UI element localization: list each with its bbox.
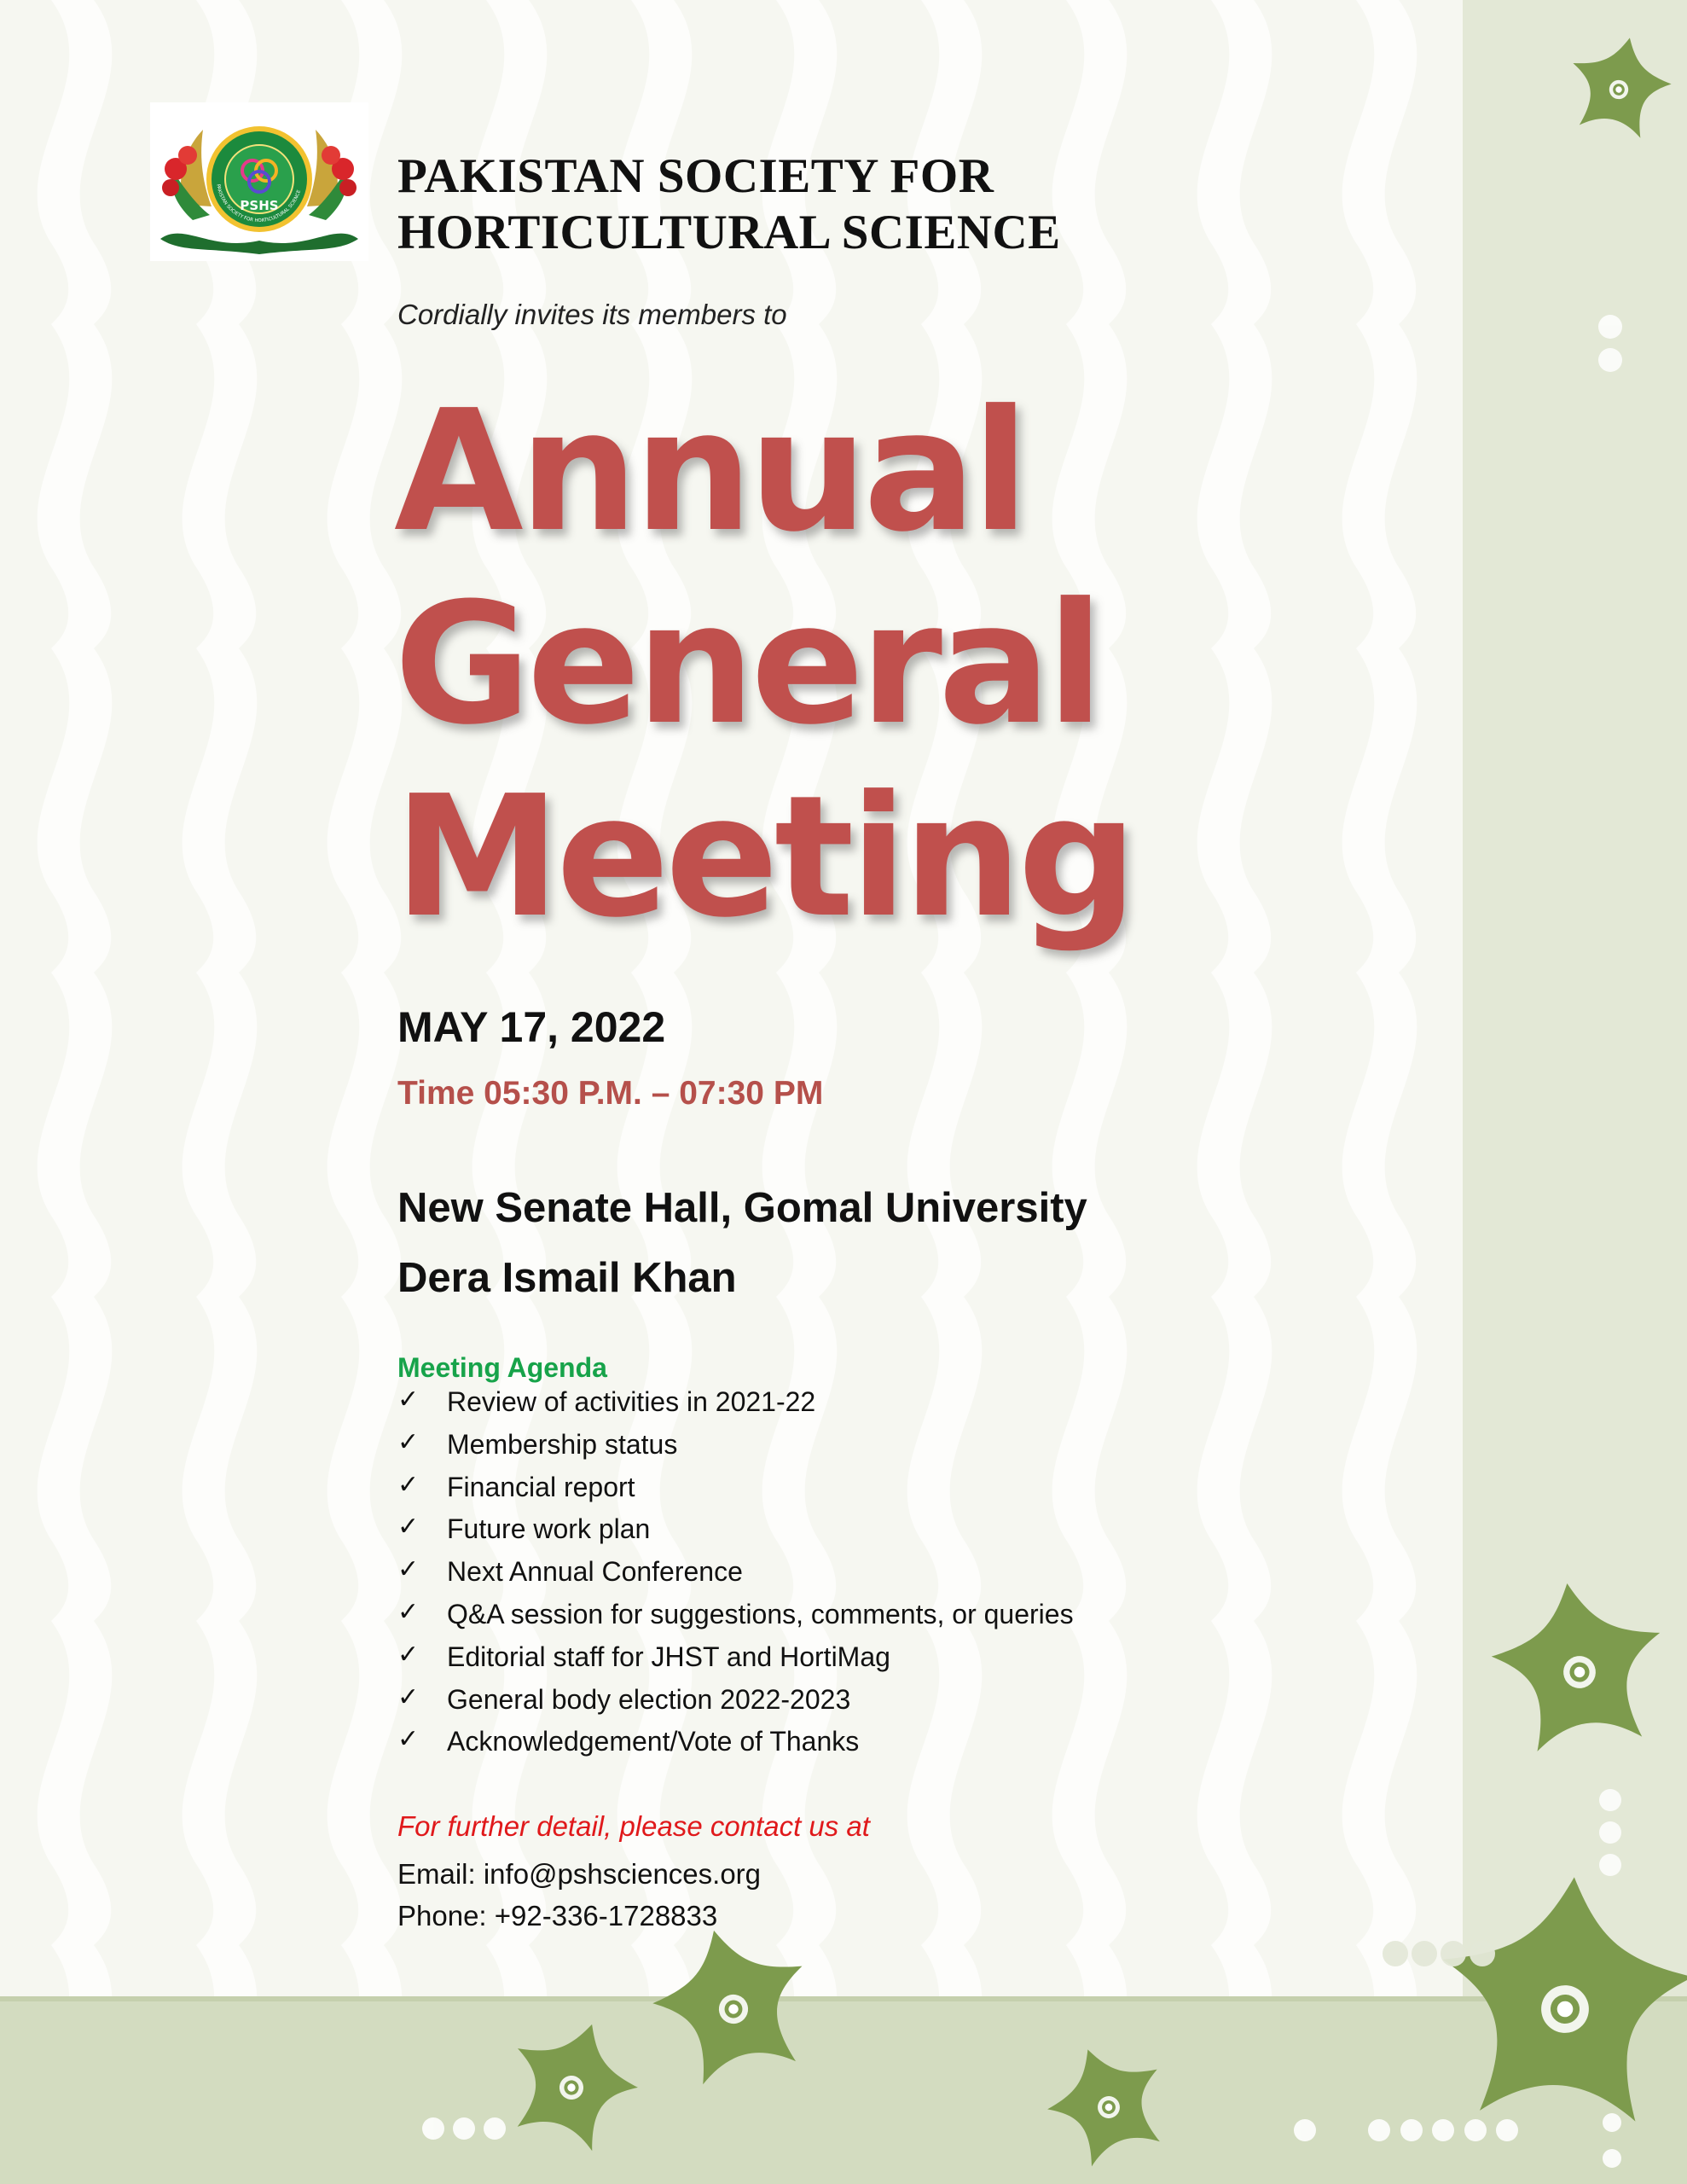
event-date: MAY 17, 2022 bbox=[397, 1003, 666, 1051]
green-flower-icon bbox=[495, 2005, 652, 2158]
event-title-line3: Meeting bbox=[394, 760, 1133, 955]
invite-text: Cordially invites its members to bbox=[397, 299, 787, 330]
svg-text:PSHS: PSHS bbox=[240, 198, 279, 213]
check-icon: ✓ bbox=[397, 1596, 420, 1627]
event-title-line1: Annual bbox=[394, 375, 1025, 569]
green-flower-icon bbox=[1033, 2030, 1180, 2174]
green-flower-icon bbox=[1483, 1571, 1674, 1756]
check-icon: ✓ bbox=[397, 1724, 420, 1755]
green-flower-icon bbox=[1432, 1868, 1687, 2124]
check-icon: ✓ bbox=[397, 1554, 420, 1585]
check-icon: ✓ bbox=[397, 1682, 420, 1712]
check-icon: ✓ bbox=[397, 1426, 420, 1457]
check-icon: ✓ bbox=[397, 1639, 420, 1670]
venue-line1: New Senate Hall, Gomal University bbox=[397, 1185, 1087, 1231]
pshs-emblem-logo bbox=[150, 102, 368, 261]
event-time: Time 05:30 P.M. – 07:30 PM bbox=[397, 1075, 824, 1112]
green-flower-icon bbox=[639, 1912, 824, 2092]
contact-details bbox=[397, 1853, 761, 1937]
event-title bbox=[394, 375, 1332, 954]
agenda-title: Meeting Agenda bbox=[397, 1352, 607, 1383]
event-title-line2: General bbox=[394, 567, 1100, 762]
venue-line2: Dera Ismail Khan bbox=[397, 1255, 737, 1301]
contact-phone[interactable]: Phone: +92-336-1728833 bbox=[397, 1900, 718, 1931]
check-icon: ✓ bbox=[397, 1512, 420, 1542]
contact-email[interactable]: Email: info@pshsciences.org bbox=[397, 1858, 762, 1890]
organization-name-line1: PAKISTAN SOCIETY FOR bbox=[397, 149, 994, 203]
organization-name bbox=[397, 148, 1165, 261]
event-venue bbox=[397, 1173, 1087, 1313]
flyer-page: PSHS PAKISTAN SOCIETY FOR HORTICULTURAL SCIENCE PAKISTAN SOCIETY FOR HORTICULTURAL SCIENCE Cordially invites its members to Annual General Meeting MAY 17, 2022 Time 05:30 P.M. – 07:30 PM New Senate Hall, Gomal University Dera Ismail Khan Meeting Agenda ✓ Review of activities in 2021-22 ✓ Membership status ✓ Financial report ✓ Future work plan ✓ Next Annual Conference ✓ Q&A session for suggestions, comments, or queries ✓ Editorial staff for JHST and HortiMag ✓ General body election 2022-2023 ✓ Acknowledgement/Vote of Thanks For further detail, please contact us at Email: info@pshsciences.org Phone: +92-336-1728833 bbox=[0, 0, 1687, 2184]
organization-name-line2: HORTICULTURAL SCIENCE bbox=[397, 206, 1061, 259]
check-icon: ✓ bbox=[397, 1469, 420, 1500]
green-flower-icon bbox=[1561, 27, 1679, 142]
contact-heading: For further detail, please contact us at bbox=[397, 1810, 870, 1842]
check-icon: ✓ bbox=[397, 1385, 420, 1414]
svg-text:PAKISTAN SOCIETY FOR HORTICULT: PAKISTAN SOCIETY FOR HORTICULTURAL SCIENCE bbox=[215, 183, 303, 224]
